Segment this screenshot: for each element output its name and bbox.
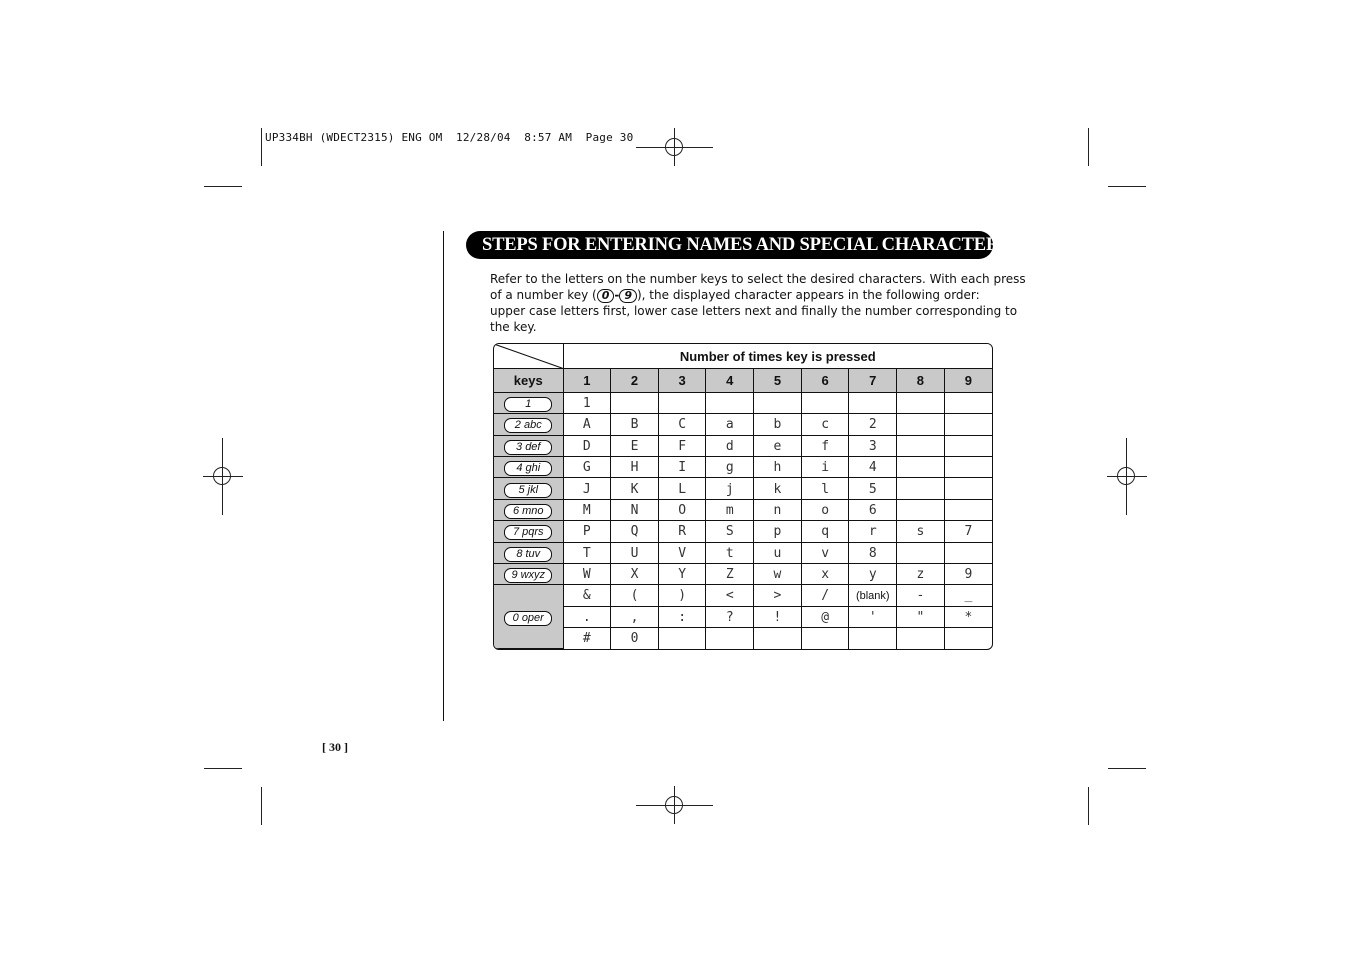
char-cell (563, 457, 611, 478)
column-header-5: 5 (754, 369, 802, 393)
char-cell (611, 521, 659, 542)
table-row (494, 585, 992, 606)
margin-rule (443, 231, 444, 721)
table-row (494, 457, 992, 478)
char-value: 3 (868, 438, 877, 454)
char-value: I (678, 460, 687, 476)
char-cell (754, 457, 802, 478)
char-value: J (582, 481, 591, 497)
char-value: - (916, 588, 925, 604)
char-cell (944, 563, 992, 584)
column-header-1: 1 (563, 369, 611, 393)
char-cell (563, 563, 611, 584)
keys-header: keys (494, 369, 563, 393)
table-row (494, 563, 992, 584)
char-value: O (678, 502, 687, 518)
key-cell (494, 563, 563, 584)
column-header-9: 9 (944, 369, 992, 393)
char-cell (658, 392, 706, 413)
char-cell (611, 628, 659, 649)
char-value: l (821, 481, 830, 497)
char-value: 0 (630, 631, 639, 647)
char-cell (849, 478, 897, 499)
char-value: & (582, 588, 591, 604)
char-cell (658, 435, 706, 456)
char-value: g (725, 460, 734, 476)
crop-mark (1108, 768, 1146, 769)
char-value: h (773, 460, 782, 476)
char-value: U (630, 545, 639, 561)
char-value: F (678, 438, 687, 454)
char-value: @ (821, 609, 830, 625)
char-cell (801, 606, 849, 627)
char-value: D (582, 438, 591, 454)
char-value: A (582, 417, 591, 433)
char-value: S (725, 524, 734, 540)
char-value: x (821, 567, 830, 583)
key-cell (494, 414, 563, 435)
char-value: N (630, 502, 639, 518)
char-cell (611, 478, 659, 499)
key-label: 7 pqrs (504, 525, 552, 540)
char-cell (706, 521, 754, 542)
char-cell (897, 563, 945, 584)
char-cell (944, 628, 992, 649)
char-cell (611, 414, 659, 435)
crop-mark (261, 128, 262, 166)
key-9-pill: 9 (619, 289, 637, 303)
print-slug: UP334BH (WDECT2315) ENG OM 12/28/04 8:57 AM Page 30 (265, 131, 634, 144)
char-value: X (630, 567, 639, 583)
key-cell (494, 392, 563, 413)
char-value: L (678, 481, 687, 497)
char-cell (897, 499, 945, 520)
char-value: . (582, 609, 591, 625)
char-cell (563, 521, 611, 542)
char-cell (658, 521, 706, 542)
char-cell (754, 521, 802, 542)
char-value: 1 (582, 396, 591, 412)
key-0-pill: 0 (597, 289, 615, 303)
char-value: * (964, 609, 973, 625)
char-value: V (678, 545, 687, 561)
crop-mark (204, 186, 242, 187)
intro-line-3: upper case letters first, lower case letters next and finally the number corresponding to (490, 304, 1018, 318)
char-cell (801, 563, 849, 584)
char-cell (849, 435, 897, 456)
char-value: : (678, 609, 687, 625)
char-value: R (678, 524, 687, 540)
key-cell (494, 585, 563, 649)
column-header-7: 7 (849, 369, 897, 393)
char-cell (658, 499, 706, 520)
key-label: 2 abc (504, 418, 552, 433)
char-cell (611, 585, 659, 606)
key-label: 8 tuv (504, 547, 552, 562)
intro-text: of a number key ( (490, 288, 597, 302)
char-value: W (582, 567, 591, 583)
char-value: z (916, 567, 925, 583)
intro-line-1: Refer to the letters on the number keys to select the desired characters. With each press (490, 272, 1026, 286)
char-value: 9 (964, 567, 973, 583)
table-row (494, 478, 992, 499)
char-cell (944, 499, 992, 520)
key-cell (494, 499, 563, 520)
char-value: d (725, 438, 734, 454)
char-cell (706, 478, 754, 499)
char-cell (944, 457, 992, 478)
char-cell (563, 628, 611, 649)
char-cell (897, 457, 945, 478)
char-value: ( (630, 588, 639, 604)
key-cell (494, 521, 563, 542)
table-row (494, 628, 992, 649)
char-value: 8 (868, 545, 877, 561)
char-cell (801, 628, 849, 649)
char-value: H (630, 460, 639, 476)
char-value: , (630, 609, 639, 625)
char-cell (658, 414, 706, 435)
char-cell (944, 521, 992, 542)
char-value: u (773, 545, 782, 561)
char-cell (754, 606, 802, 627)
char-value: y (868, 567, 877, 583)
crop-mark (204, 768, 242, 769)
char-cell (801, 457, 849, 478)
table-row (494, 414, 992, 435)
char-cell (563, 435, 611, 456)
char-value: 6 (868, 502, 877, 518)
char-cell (658, 606, 706, 627)
char-value: t (725, 545, 734, 561)
key-label: 5 jkl (504, 483, 552, 498)
char-value: _ (964, 588, 973, 604)
char-value: ' (868, 609, 877, 625)
char-cell (754, 542, 802, 563)
char-value: 5 (868, 481, 877, 497)
char-value: b (773, 417, 782, 433)
char-cell (754, 499, 802, 520)
char-cell (849, 606, 897, 627)
char-cell (658, 542, 706, 563)
char-value: j (725, 481, 734, 497)
char-cell (706, 435, 754, 456)
char-value: ) (678, 588, 687, 604)
char-cell (706, 414, 754, 435)
char-cell (897, 392, 945, 413)
table-row (494, 542, 992, 563)
char-value: q (821, 524, 830, 540)
char-cell (944, 392, 992, 413)
char-cell (754, 478, 802, 499)
char-cell (611, 499, 659, 520)
crop-mark (261, 787, 262, 825)
char-cell (563, 585, 611, 606)
char-cell (658, 478, 706, 499)
key-label: 1 (504, 397, 552, 412)
char-cell (801, 542, 849, 563)
char-cell (897, 435, 945, 456)
section-title: STEPS FOR ENTERING NAMES AND SPECIAL CHARACTERS (466, 231, 993, 259)
char-cell (754, 414, 802, 435)
key-cell (494, 478, 563, 499)
char-cell (849, 585, 897, 606)
char-cell (611, 392, 659, 413)
key-label: 4 ghi (504, 461, 552, 476)
char-value: 4 (868, 460, 877, 476)
char-cell (706, 392, 754, 413)
char-cell (563, 499, 611, 520)
char-cell (849, 628, 897, 649)
char-cell (944, 585, 992, 606)
key-label: 9 wxyz (504, 568, 552, 583)
char-value: 7 (964, 524, 973, 540)
char-cell (706, 585, 754, 606)
dash: - (614, 288, 620, 302)
char-cell (611, 606, 659, 627)
char-value: " (916, 609, 925, 625)
char-cell (706, 563, 754, 584)
crop-mark (1088, 128, 1089, 166)
char-cell (801, 478, 849, 499)
char-cell (563, 414, 611, 435)
char-value: m (725, 502, 734, 518)
column-header-8: 8 (897, 369, 945, 393)
char-cell (611, 457, 659, 478)
table-corner (494, 344, 563, 369)
column-header-6: 6 (801, 369, 849, 393)
intro-line-2 (490, 287, 1038, 303)
char-cell (658, 563, 706, 584)
char-value: s (916, 524, 925, 540)
char-value: Y (678, 567, 687, 583)
char-cell (801, 585, 849, 606)
char-cell (897, 628, 945, 649)
char-value: Z (725, 567, 734, 583)
char-cell (563, 606, 611, 627)
table-row (494, 606, 992, 627)
char-value: ? (725, 609, 734, 625)
char-cell (706, 606, 754, 627)
char-cell (611, 542, 659, 563)
column-header-2: 2 (611, 369, 659, 393)
char-value: f (821, 438, 830, 454)
char-cell (849, 563, 897, 584)
char-cell (563, 392, 611, 413)
char-cell (801, 521, 849, 542)
column-header-4: 4 (706, 369, 754, 393)
char-cell (897, 414, 945, 435)
char-cell (849, 414, 897, 435)
press-count-header: Number of times key is pressed (563, 344, 992, 369)
char-cell (944, 414, 992, 435)
key-label: 0 oper (504, 611, 552, 626)
char-cell (706, 499, 754, 520)
char-cell (897, 585, 945, 606)
char-value: k (773, 481, 782, 497)
key-label: 3 def (504, 440, 552, 455)
key-cell (494, 457, 563, 478)
char-cell (897, 606, 945, 627)
char-cell (801, 414, 849, 435)
page-number: [ 30 ] (322, 740, 348, 754)
table-row (494, 499, 992, 520)
char-cell (706, 542, 754, 563)
char-value: E (630, 438, 639, 454)
char-value: o (821, 502, 830, 518)
table-row (494, 392, 992, 413)
char-value: < (725, 588, 734, 604)
char-value: a (725, 417, 734, 433)
char-value: ! (773, 609, 782, 625)
char-cell (849, 521, 897, 542)
char-cell (897, 478, 945, 499)
char-cell (754, 585, 802, 606)
char-value: i (821, 460, 830, 476)
char-cell (658, 457, 706, 478)
char-cell (944, 435, 992, 456)
intro-paragraph (490, 271, 1038, 335)
char-value: P (582, 524, 591, 540)
char-value: M (582, 502, 591, 518)
char-value: e (773, 438, 782, 454)
table-row (494, 435, 992, 456)
key-cell (494, 435, 563, 456)
char-value: / (821, 588, 830, 604)
char-cell (611, 435, 659, 456)
intro-line-4: the key. (490, 320, 537, 334)
char-value: c (821, 417, 830, 433)
char-cell (754, 392, 802, 413)
char-value: # (582, 631, 591, 647)
char-cell (658, 628, 706, 649)
char-cell (658, 585, 706, 606)
key-label: 6 mno (504, 504, 552, 519)
char-cell (754, 563, 802, 584)
char-cell (801, 392, 849, 413)
char-value: w (773, 567, 782, 583)
char-value: r (868, 524, 877, 540)
char-cell (849, 392, 897, 413)
char-value: p (773, 524, 782, 540)
table-row (494, 521, 992, 542)
char-cell (849, 499, 897, 520)
char-cell (801, 435, 849, 456)
char-cell (897, 542, 945, 563)
char-value: C (678, 417, 687, 433)
char-cell (706, 457, 754, 478)
char-cell (754, 628, 802, 649)
char-cell (944, 478, 992, 499)
char-cell (849, 457, 897, 478)
char-cell (563, 542, 611, 563)
char-cell (706, 628, 754, 649)
char-value: 2 (868, 417, 877, 433)
char-cell (944, 542, 992, 563)
char-value: v (821, 545, 830, 561)
char-cell (897, 521, 945, 542)
char-value: B (630, 417, 639, 433)
crop-mark (1108, 186, 1146, 187)
char-cell (563, 478, 611, 499)
char-value: (blank) (855, 590, 890, 603)
key-cell (494, 542, 563, 563)
char-cell (849, 542, 897, 563)
char-cell (944, 606, 992, 627)
char-value: Q (630, 524, 639, 540)
character-table (493, 343, 993, 650)
char-value: T (582, 545, 591, 561)
char-value: K (630, 481, 639, 497)
char-cell (754, 435, 802, 456)
intro-text: ), the displayed character appears in the following order: (637, 288, 980, 302)
crop-mark (1088, 787, 1089, 825)
char-cell (801, 499, 849, 520)
char-value: G (582, 460, 591, 476)
column-header-3: 3 (658, 369, 706, 393)
char-cell (611, 563, 659, 584)
char-value: > (773, 588, 782, 604)
char-value: n (773, 502, 782, 518)
